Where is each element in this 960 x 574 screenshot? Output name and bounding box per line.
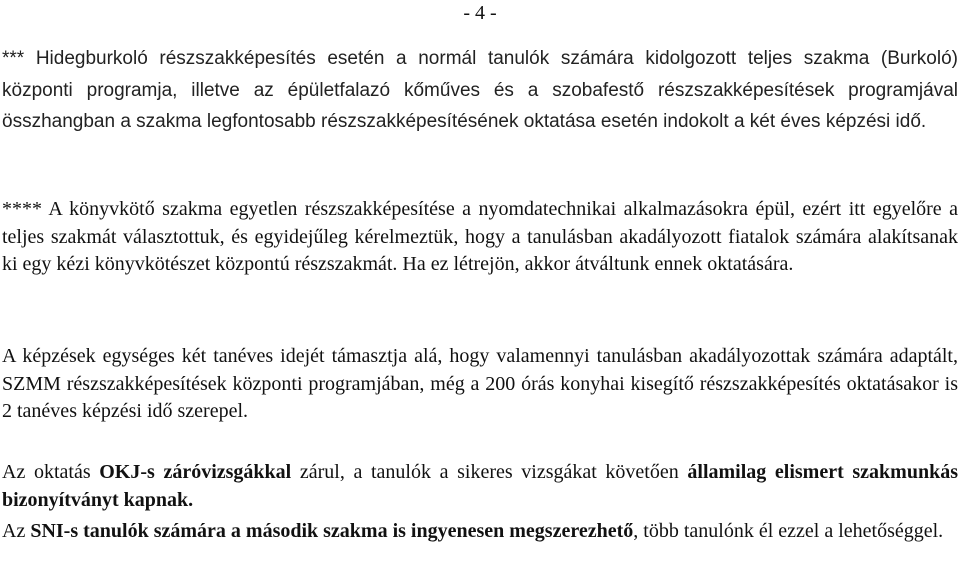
exam-middle: zárul, a tanulók a sikeres vizsgákat követően — [291, 461, 688, 483]
sni-paragraph — [2, 518, 958, 546]
footnote-four-star: **** A könyvkötő szakma egyetlen részszakképesítése a nyomdatechnikai alkalmazásokra épül, ezért itt egyelőre a teljes szakmát választottuk, és egyidejűleg kérelmeztük, hogy a tanulásban akadályozott fiatalok számára alakítsanak ki egy kézi könyvkötészet központú részszakmát. Ha ez létrejön, akkor átváltunk ennek oktatására. — [2, 198, 958, 276]
page-number: - 4 - — [463, 2, 497, 24]
training-duration-paragraph: A képzések egységes két tanéves idejét támasztja alá, hogy valamennyi tanulásban akadályozottak számára adaptált, SZMM részszakképesítések központi programjában, még a 200 órás konyhai kisegítő részszakképesítés oktatásakor is 2 tanéves képzési idő szerepel. — [2, 345, 958, 423]
exam-emphasis-certificate: államilag elismert szakmunkás bizonyítványt kapnak. — [2, 461, 958, 511]
footnote-three-star: *** Hidegburkoló részszakképesítés esetén a normál tanulók számára kidolgozott teljes szakma (Burkoló) központi programja, illetve az épületfalazó kőműves és a szobafestő részszakképesítések programjával összhangban a szakma legfontosabb részszakképesítésének oktatása esetén indokolt a két éves képzési idő. — [2, 48, 958, 132]
sni-emphasis: SNI-s tanulók számára a második szakma is ingyenesen megszerezhető — [30, 520, 634, 542]
sni-prefix: Az — [2, 520, 31, 542]
sni-suffix: , több tanulónk él ezzel a lehetőséggel. — [633, 520, 944, 542]
exam-prefix: Az oktatás — [2, 461, 100, 483]
exam-emphasis-okj: OKJ-s záróvizsgákkal — [99, 461, 292, 483]
exam-paragraph — [2, 459, 958, 514]
